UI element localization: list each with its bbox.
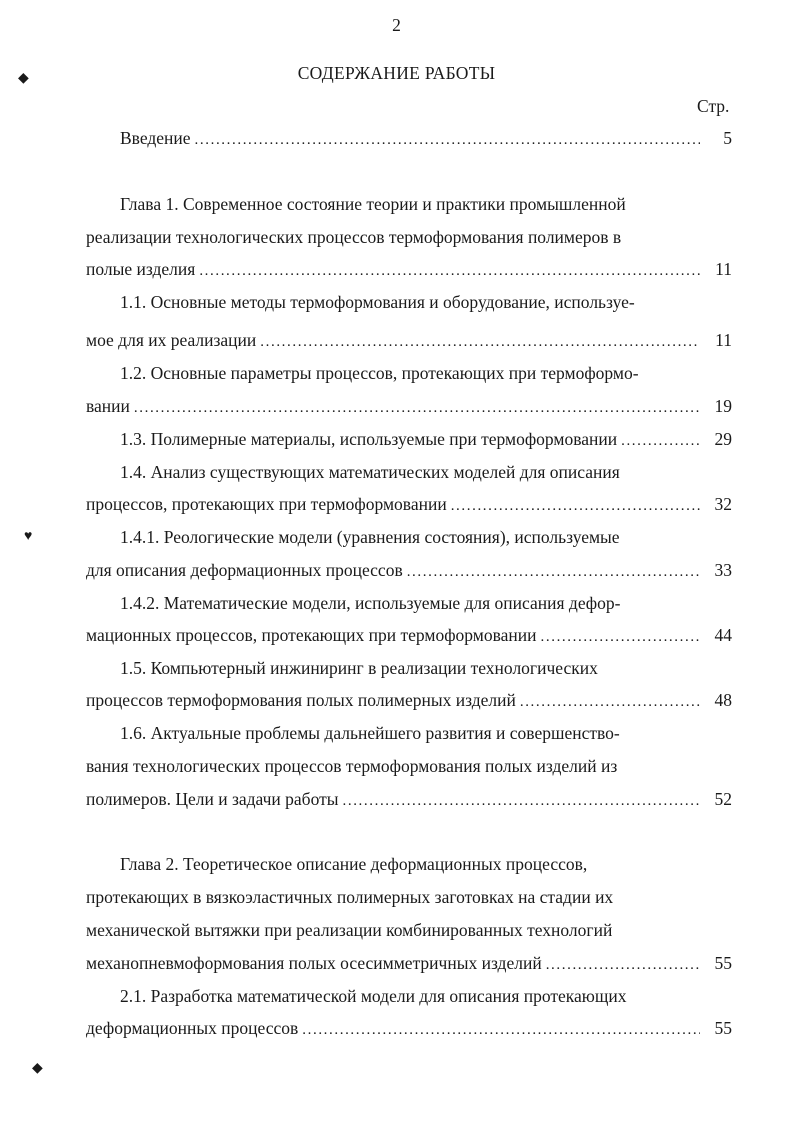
toc-entry-chapter-1-line-1: Глава 1. Современное состояние теории и практики промышленной bbox=[120, 194, 626, 214]
toc-entry-page: 19 bbox=[714, 396, 732, 416]
toc-entry-1-4-2-line-1: 1.4.2. Математические модели, используемые для описания дефор- bbox=[120, 593, 621, 613]
toc-entry-page: 55 bbox=[714, 953, 732, 973]
dot-leader bbox=[302, 1019, 700, 1041]
toc-entry-page: 29 bbox=[714, 429, 732, 449]
toc-entry-chapter-2-line-1: Глава 2. Теоретическое описание деформационных процессов, bbox=[120, 854, 588, 874]
toc-entry-chapter-2[interactable] bbox=[86, 952, 732, 974]
toc-entry-1-6-line-1: 1.6. Актуальные проблемы дальнейшего развития и совершенство- bbox=[120, 723, 620, 743]
toc-entry-1-4-line-1: 1.4. Анализ существующих математических моделей для описания bbox=[120, 462, 620, 482]
toc-entry-title: 1.3. Полимерные материалы, используемые при термоформовании bbox=[120, 429, 618, 449]
toc-entry-1-2[interactable] bbox=[86, 395, 732, 417]
dot-leader bbox=[134, 397, 700, 419]
toc-entry-chapter-1[interactable] bbox=[86, 258, 732, 280]
dot-leader bbox=[621, 430, 700, 452]
dot-leader bbox=[541, 626, 700, 648]
toc-entry-2-1[interactable] bbox=[86, 1017, 732, 1039]
dot-leader bbox=[260, 331, 700, 353]
dot-leader bbox=[199, 260, 700, 282]
toc-entry-1-2-line-1: 1.2. Основные параметры процессов, протекающих при термоформо- bbox=[120, 363, 639, 383]
binding-hole-mark-icon: ◆ bbox=[18, 71, 29, 86]
toc-entry-title: процессов термоформования полых полимерных изделий bbox=[86, 690, 516, 710]
toc-entry-introduction[interactable] bbox=[86, 127, 732, 149]
toc-entry-title: деформационных процессов bbox=[86, 1018, 299, 1038]
binding-hole-mark-icon: ◆ bbox=[32, 1061, 43, 1076]
page-number: 2 bbox=[392, 15, 401, 35]
toc-entry-title: мационных процессов, протекающих при термоформовании bbox=[86, 625, 537, 645]
toc-entry-1-6[interactable] bbox=[86, 788, 732, 810]
toc-entry-1-3[interactable] bbox=[86, 428, 732, 450]
toc-entry-title: для описания деформационных процессов bbox=[86, 560, 403, 580]
toc-entry-page: 32 bbox=[714, 494, 732, 514]
toc-entry-title: Введение bbox=[120, 128, 191, 148]
dot-leader bbox=[407, 561, 700, 583]
dot-leader bbox=[520, 691, 700, 713]
toc-entry-1-5-line-1: 1.5. Компьютерный инжиниринг в реализации технологических bbox=[120, 658, 598, 678]
dot-leader bbox=[195, 129, 700, 151]
toc-entry-1-6-line-2: вания технологических процессов термоформования полых изделий из bbox=[86, 756, 618, 776]
toc-entry-1-5[interactable] bbox=[86, 689, 732, 711]
dot-leader bbox=[451, 495, 700, 517]
toc-entry-page: 55 bbox=[714, 1018, 732, 1038]
toc-entry-1-4-1[interactable] bbox=[86, 559, 732, 581]
toc-entry-title: полые изделия bbox=[86, 259, 196, 279]
toc-entry-title: процессов, протекающих при термоформовании bbox=[86, 494, 447, 514]
document-title: СОДЕРЖАНИЕ РАБОТЫ bbox=[297, 63, 496, 83]
toc-entry-page: 48 bbox=[714, 690, 732, 710]
toc-entry-title: механопневмоформования полых осесимметричных изделий bbox=[86, 953, 542, 973]
toc-entry-1-1-line-1: 1.1. Основные методы термоформования и оборудование, используе- bbox=[120, 292, 635, 312]
toc-entry-chapter-2-line-2: протекающих в вязкоэластичных полимерных заготовках на стадии их bbox=[86, 887, 614, 907]
toc-entry-page: 5 bbox=[723, 128, 732, 148]
toc-entry-page: 11 bbox=[715, 259, 732, 279]
toc-entry-1-1[interactable] bbox=[86, 329, 732, 351]
toc-entry-title: полимеров. Цели и задачи работы bbox=[86, 789, 339, 809]
toc-entry-title: мое для их реализации bbox=[86, 330, 257, 350]
toc-entry-page: 33 bbox=[714, 560, 732, 580]
toc-entry-page: 44 bbox=[714, 625, 732, 645]
toc-entry-page: 52 bbox=[714, 789, 732, 809]
dot-leader bbox=[343, 790, 701, 812]
toc-entry-chapter-2-line-3: механической вытяжки при реализации комбинированных технологий bbox=[86, 920, 613, 940]
page-column-header: Стр. bbox=[697, 96, 730, 116]
toc-entry-title: вании bbox=[86, 396, 130, 416]
dot-leader bbox=[546, 954, 700, 976]
toc-entry-page: 11 bbox=[715, 330, 732, 350]
toc-entry-1-4[interactable] bbox=[86, 493, 732, 515]
toc-entry-1-4-1-line-1: 1.4.1. Реологические модели (уравнения состояния), используемые bbox=[120, 527, 620, 547]
toc-entry-chapter-1-line-2: реализации технологических процессов термоформования полимеров в bbox=[86, 227, 622, 247]
toc-entry-2-1-line-1: 2.1. Разработка математической модели для описания протекающих bbox=[120, 986, 627, 1006]
binding-hole-mark-icon: ♥ bbox=[24, 529, 33, 544]
toc-entry-1-4-2[interactable] bbox=[86, 624, 732, 646]
